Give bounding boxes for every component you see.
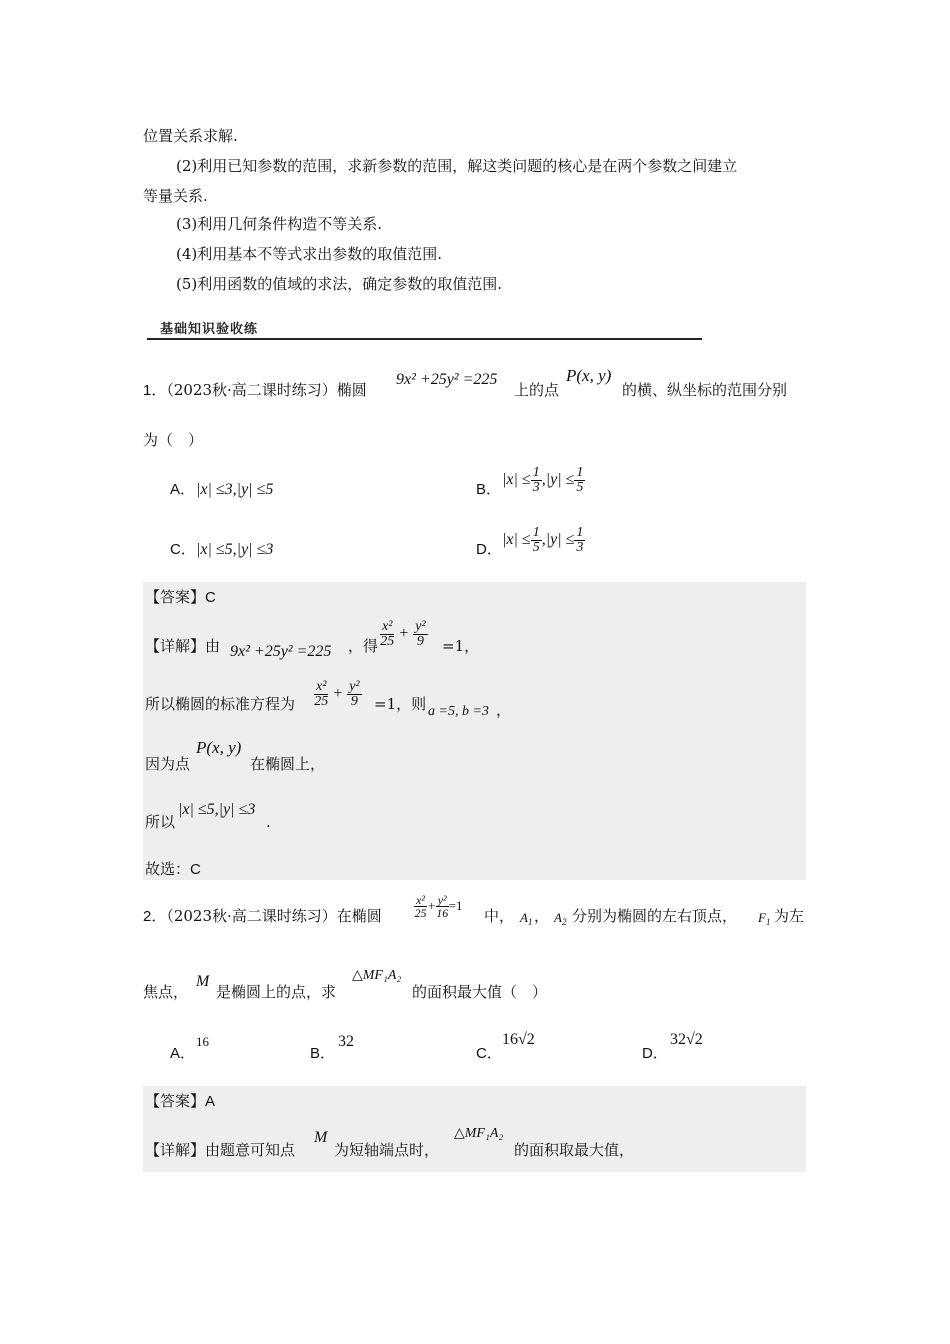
q1-option-c[interactable]: |x| ≤5,|y| ≤3: [196, 541, 274, 558]
q2-detail-1-tri: △MF₁A₂: [454, 1126, 504, 1141]
q2-detail-1: 【详解】由题意可知点: [145, 1141, 296, 1159]
q1-line-2: 为（ ）: [143, 431, 204, 449]
q2-text-3: 为左: [774, 907, 805, 925]
q1-detail-4-expr: |x| ≤5,|y| ≤3: [178, 801, 256, 818]
q2-option-b[interactable]: 32: [338, 1033, 354, 1050]
q2-m: M: [196, 973, 210, 990]
q1-option-b[interactable]: |x| ≤ $\frac{1}{3}$ ,|y| ≤ $\frac{1}{5}$: [502, 465, 584, 495]
q2-detail-1-m: M: [314, 1129, 328, 1146]
section-title: 基础知识验收练: [160, 322, 259, 337]
q1-answer: 【答案】C: [145, 588, 216, 606]
q1-detail-2: 所以椭圆的标准方程为: [145, 695, 296, 713]
q2-line-2-c: 的面积最大值（ ）: [412, 983, 548, 1001]
q2-source: （2023秋·高二课时练习）在椭圆: [166, 907, 382, 925]
q1-option-a[interactable]: |x| ≤3,|y| ≤5: [196, 481, 274, 498]
q2-f1: $F_1$: [758, 910, 771, 927]
q2-option-c[interactable]: 16√2: [502, 1031, 535, 1048]
intro-line-2: (2)利用已知参数的范围，求新参数的范围，解这类问题的核心是在两个参数之间建立: [176, 157, 738, 175]
intro-line-3: 等量关系.: [143, 187, 208, 205]
q1-option-a-label[interactable]: A．: [170, 481, 196, 498]
q1-answer-box: [143, 582, 806, 880]
q2-answer: 【答案】A: [145, 1092, 216, 1110]
q1-source: （2023秋·高二课时练习）椭圆: [166, 381, 367, 399]
intro-line-1: 位置关系求解.: [143, 127, 238, 145]
q2-text-1: 中，: [484, 907, 515, 925]
q1-option-b-label[interactable]: B．: [476, 481, 502, 498]
intro-line-5: (4)利用基本不等式求出参数的取值范围.: [176, 245, 443, 263]
q2-a1: $A_1$: [520, 910, 533, 927]
q1-detail-1-c: =1，: [442, 637, 480, 655]
q1-number: 1．: [143, 382, 167, 399]
q1-equation: 9x² +25y² =225: [396, 371, 498, 388]
q2-detail-1-c: 的面积取最大值，: [514, 1141, 635, 1159]
q2-text-2: 分别为椭圆的左右顶点，: [572, 907, 738, 925]
q1-conclusion: 故选：C: [145, 861, 201, 878]
q1-detail-1-frac: $\frac{\text{x²}}{25}$ + $\frac{\text{y²}}{9}$: [380, 619, 426, 649]
q2-line-2-a: 焦点，: [143, 983, 189, 1001]
intro-line-6: (5)利用函数的值域的求法，确定参数的取值范围.: [176, 275, 503, 293]
q1-detail-3-b: 在椭圆上，: [250, 755, 326, 773]
q2-detail-1-b: 为短轴端点时，: [334, 1141, 440, 1159]
q1-option-d-label[interactable]: D．: [476, 541, 502, 558]
q2-number: 2．: [143, 908, 167, 925]
intro-line-4: (3)利用几何条件构造不等关系.: [176, 215, 383, 233]
q1-detail-4: 所以: [145, 813, 176, 831]
q1-text-mid: 上的点: [514, 381, 560, 399]
q2-option-a-label[interactable]: A．: [170, 1045, 196, 1062]
q2-line-2-b: 是椭圆上的点，求: [216, 983, 337, 1001]
q2-option-d-label[interactable]: D．: [642, 1045, 668, 1062]
q1-detail-1-b: ，得: [348, 637, 379, 655]
q1-detail-2-b: =1，则: [374, 695, 427, 713]
q1-detail-1: 【详解】由: [145, 637, 221, 655]
q2-equation: $\frac{\text{x²}}{25}$ + $\frac{\text{y²}}{16}$ =1: [414, 893, 463, 920]
q1-detail-3: 因为点: [145, 755, 191, 773]
q2-a2: $A_2$: [554, 910, 567, 927]
q2-option-c-label[interactable]: C．: [476, 1045, 502, 1062]
q1-detail-1-eq: 9x² +25y² =225: [230, 643, 332, 660]
q1-detail-4-b: .: [266, 813, 271, 831]
question-2: [143, 906, 382, 927]
q1-detail-2-c: a =5, b =3: [428, 704, 489, 719]
q1-option-c-label[interactable]: C．: [170, 541, 196, 558]
q2-option-d[interactable]: 32√2: [670, 1031, 703, 1048]
q2-sep: ，: [534, 907, 550, 925]
q1-detail-2-d: ，: [496, 701, 512, 719]
q2-option-a[interactable]: 16: [196, 1034, 209, 1049]
q1-point: P(x, y): [566, 366, 612, 385]
q1-option-d[interactable]: |x| ≤ $\frac{1}{5}$ ,|y| ≤ $\frac{1}{3}$: [502, 525, 584, 555]
q1-detail-3-point: P(x, y): [196, 738, 242, 757]
q1-text-end: 的横、纵坐标的范围分别: [622, 381, 788, 399]
q2-option-b-label[interactable]: B．: [310, 1045, 336, 1062]
section-divider: [147, 338, 702, 340]
question-1: [143, 380, 367, 401]
q1-detail-2-frac: $\frac{\text{x²}}{25}$ + $\frac{\text{y²}}{9}$: [314, 679, 360, 709]
q2-triangle: △MF₁A₂: [352, 968, 402, 983]
